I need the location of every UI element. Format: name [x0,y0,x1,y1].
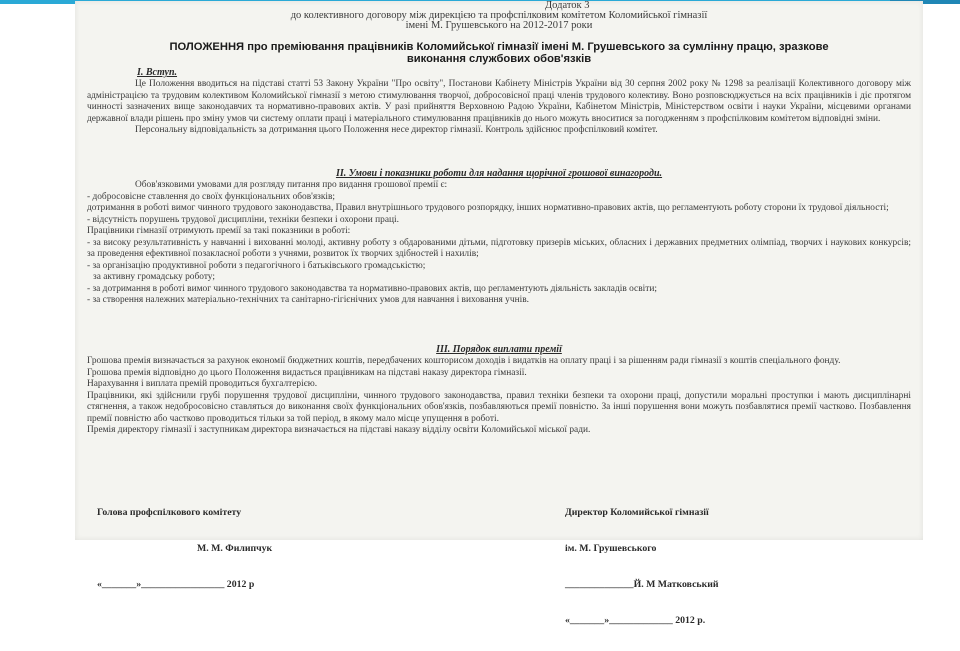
procedure-paragraph: Нарахування і виплата премій проводиться бухгалтерією. [87,379,318,389]
condition-item: - відсутність порушень трудової дисципліни, техніки безпеки і охорони праці. [87,214,399,225]
header-line-2: до колективного договору між дирекцією та профспілковим комітетом Коломийської гімназії [290,10,708,21]
section-conditions [87,168,911,307]
procedure-paragraph: Премія директору гімназії і заступникам директора визначається на підставі наказу відділу освіти Коломийської міської ради. [87,425,591,435]
scanned-document [75,0,923,626]
indicator-item: - за дотримання в роботі вимог чинного трудового законодавства та нормативно-правових актів, що регламентують діяльність закладів освіти; [87,283,657,294]
procedure-paragraph: Грошова премія відповідно до цього Положення видається працівникам на підставі наказу директора гімназії. [87,367,527,378]
indicator-item: - за високу результативність у навчанні і вихованні молоді, активну роботу з обдарованими дітьми, підготовку призерів міських, обласних і державних предметних олімпіад, творчих і наукових конкурсів; за проведення ефективної позакласної роботи з учнями, розвиток їх творчих здібностей і нахилів; [87,237,911,259]
director-date: «_______»_____________ 2012 р. [565,615,706,626]
director-name: ______________Й. М Матковський [565,579,719,590]
section-3-heading: ІІІ. Порядок виплати премії [436,344,562,355]
signature-block-director [565,483,719,651]
document-title [85,41,913,65]
section-introduction [87,67,911,137]
title-line-1: ПОЛОЖЕННЯ про преміювання працівників Коломийської гімназії імені М. Грушевського за сумлінну працю, зразкове [169,41,829,53]
union-chair-role: Голова профспілкового комітету [97,507,242,518]
section-2-heading: ІІ. Умови і показники роботи для надання щорічної грошової винагороди. [335,168,663,179]
director-org: ім. М. Грушевського [565,543,657,554]
indicators-intro: Працівники гімназії отримують премії за такі показники в роботі: [87,226,351,236]
header-line-3: імені М. Грушевського на 2012-2017 роки [405,20,593,31]
procedure-paragraph: Працівники, які здійснили грубі порушення трудової дисципліни, чинного трудового законодавства, правил техніки безпеки та охорони праці, допустили моральні проступки і мають дисциплінарні стягнення, а також недобросовісно ставляться до виконання своїх функціональних обов'язків, позбавляються премії повністю. За інші порушення вони можуть позбавлятися премії частково. Позбавлення премії повністю або частково проводиться тільки за той період, в якому мало місце упущення в роботі. [87,390,911,424]
appendix-label: Додаток 3 [545,0,590,11]
condition-item: - добросовісне ставлення до своїх функціональних обов'язків; [87,191,336,202]
section-2-intro: Обов'язковими умовами для розгляду питання про видання грошової премії є: [135,180,448,190]
union-chair-date: «_______»_________________ 2012 р [97,579,255,590]
director-role: Директор Коломийської гімназії [565,507,709,518]
union-chair-name: М. М. Филипчук [197,543,273,554]
section-payment-procedure [87,344,911,437]
signature-block-union [97,483,272,615]
procedure-paragraph: Грошова премія визначається за рахунок економії бюджетних коштів, передбачених кошторисом доходів і видатків на оплату праці і за рішенням ради гімназії з коштів спеціального фонду. [87,356,841,366]
section-1-paragraph-2: Персональну відповідальність за дотримання цього Положення несе директор гімназії. Контроль здійснює профспілковий комітет. [135,125,658,135]
document-header [75,1,923,31]
section-1-heading: І. Вступ. [137,67,178,78]
condition-item: дотримання в роботі вимог чинного трудового законодавства, Правил внутрішнього трудового розпорядку, інших нормативно-правових актів, що регламентують роботу сторони їх трудової діяльності; [87,203,889,213]
indicator-item: - за створення належних матеріально-технічних та санітарно-гігієнічних умов для навчання і виховання учнів. [87,295,529,305]
title-line-2: виконання службових обов'язків [406,53,592,65]
indicator-item: за активну громадську роботу; [93,272,215,282]
section-1-paragraph-1: Це Положення вводиться на підставі статті 53 Закону України "Про освіту", Постанови Кабінету Міністрів України від 30 серпня 2002 року № 1298 за реалізації Колективного договору між адміністрацією та трудовим колективом Коломийської гімназії з метою стимулювання творчої, добросовісної праці членів трудового колективу. Воно розповсюджується на всіх працівників і діє протягом чинності зазначених вище законодавчих та нормативно-правових актів. У разі прийняття Верховною Радою України, Кабінетом Міністрів, Міністерством освіти і науки України, місцевими органами державної влади рішень про зміну умов чи систему оплати праці і матеріального стимулювання працівників до нього можуть вноситися за погодженням з профспілковим комітетом відповідні зміни. [87,79,911,124]
indicator-item: - за організацію продуктивної роботи з педагогічного і батьківського громадськістю; [87,260,426,271]
